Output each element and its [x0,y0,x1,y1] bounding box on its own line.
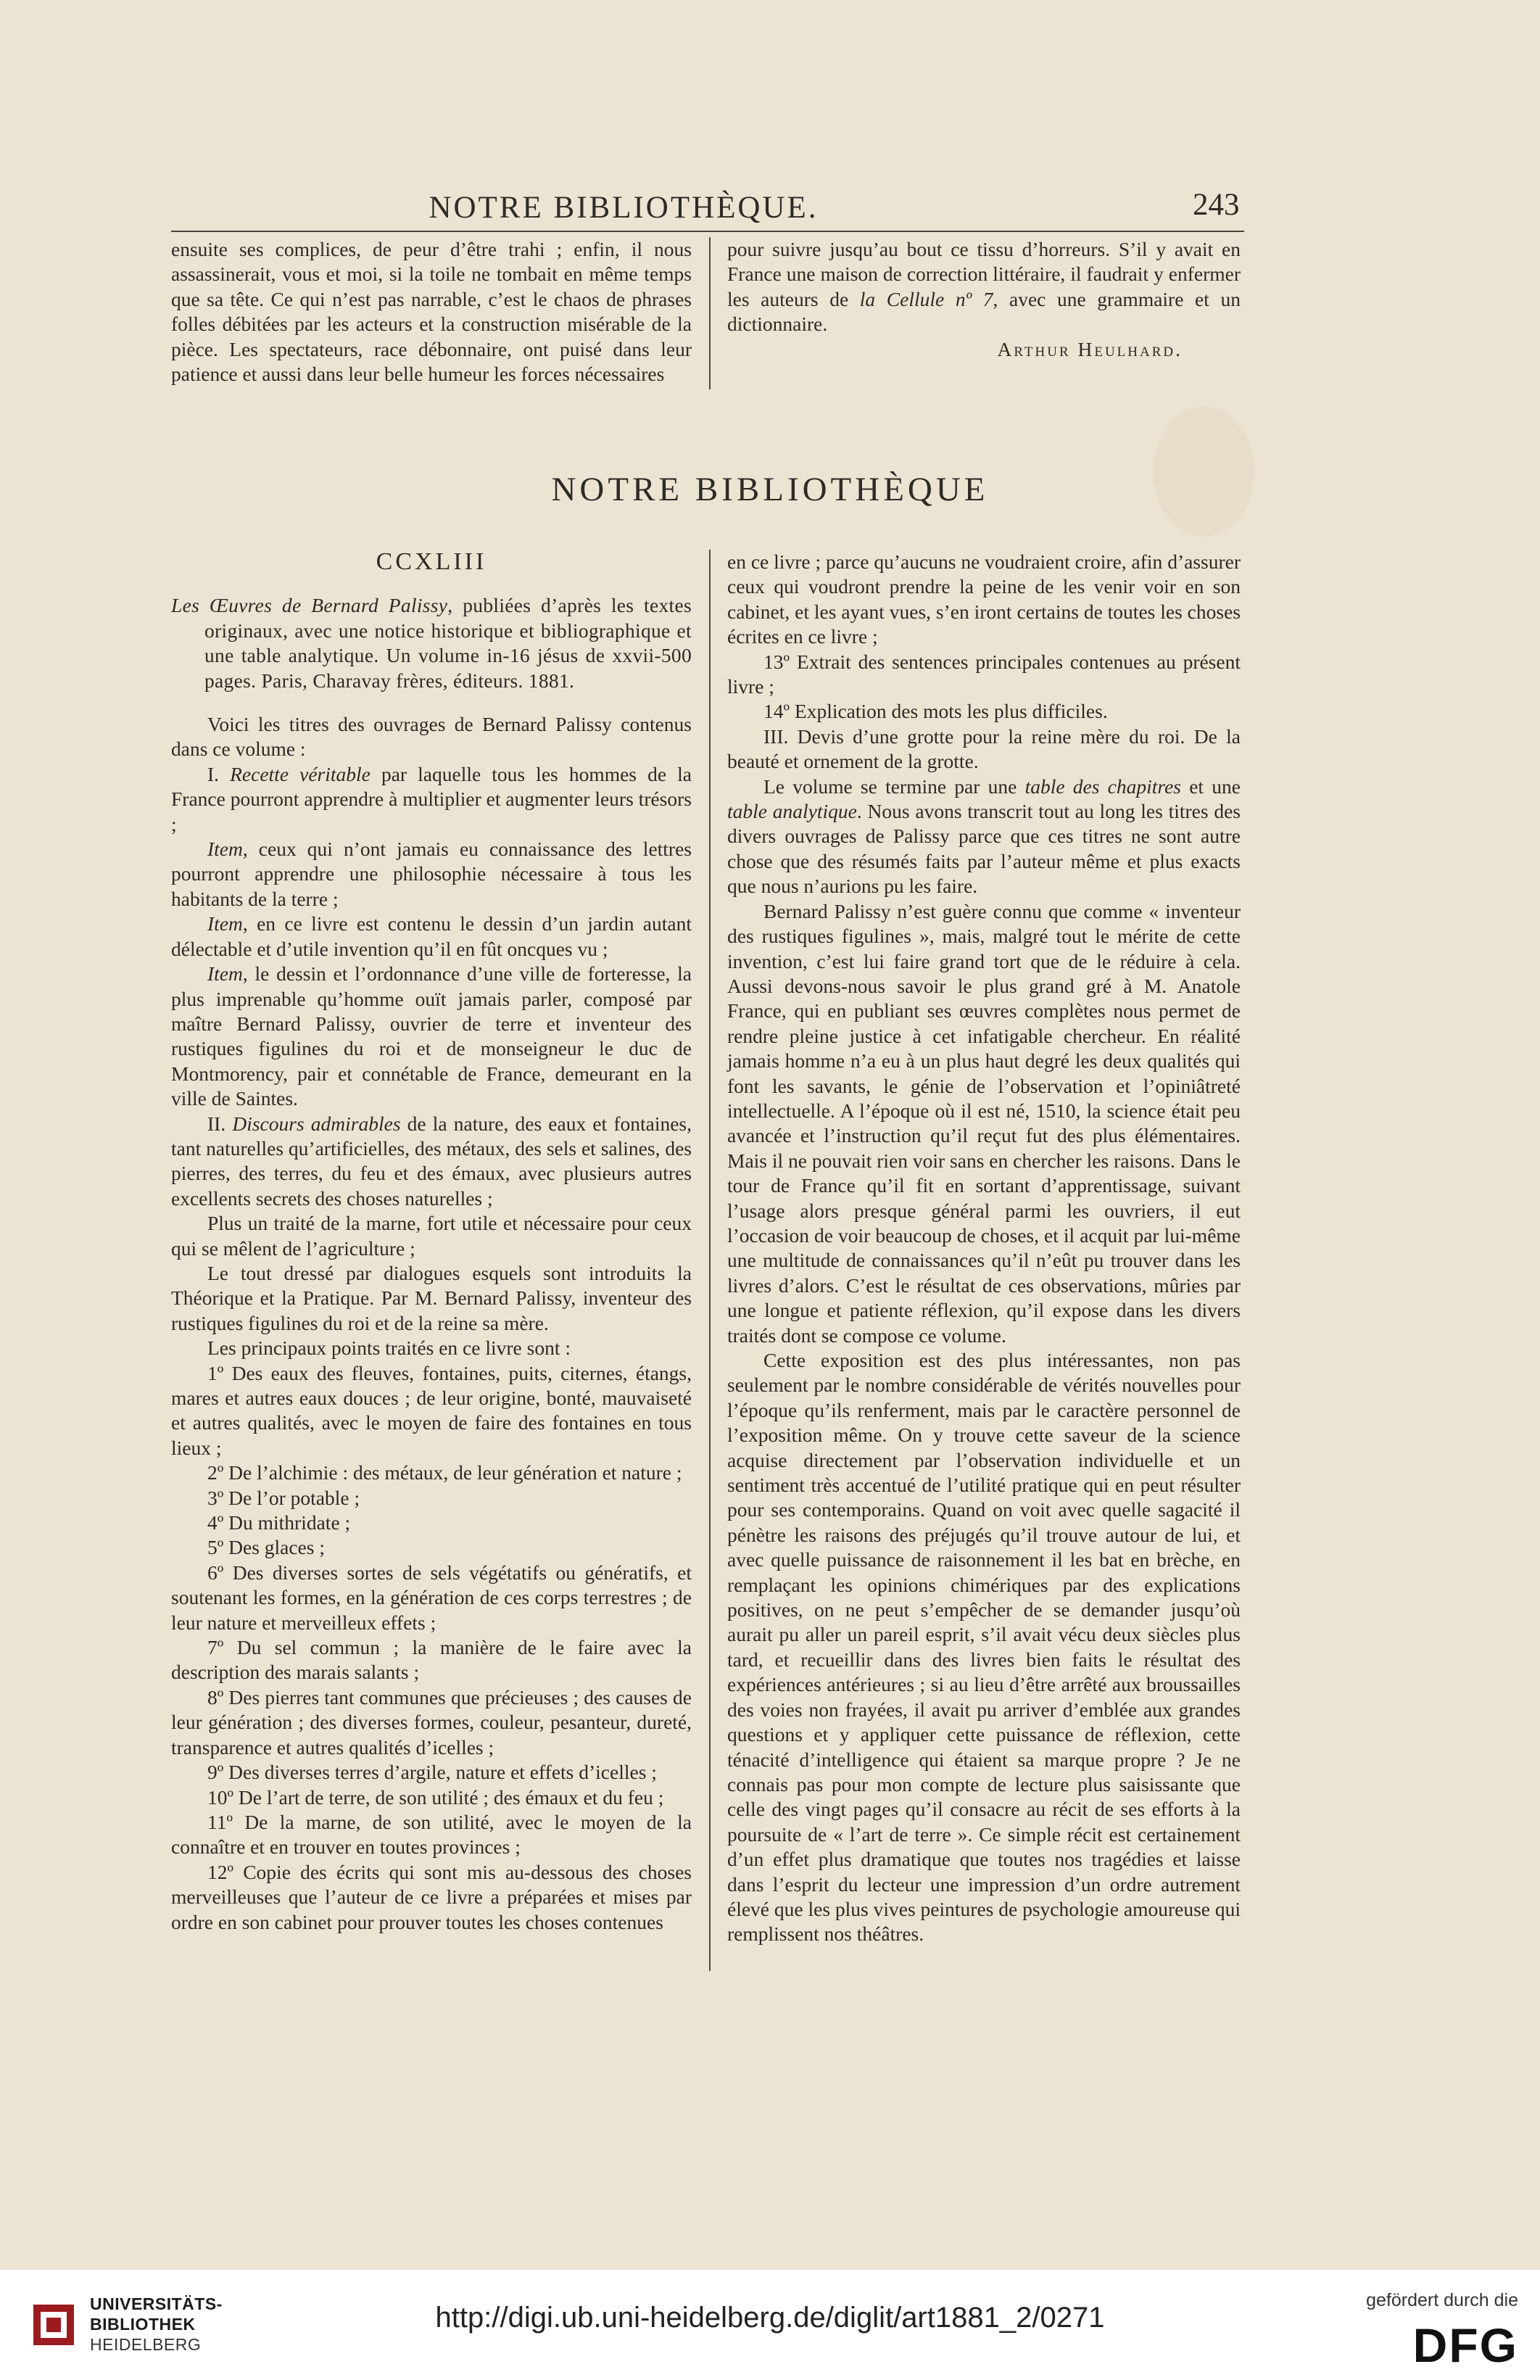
paragraph: Plus un traité de la marne, fort utile et nécessaire pour ceux qui se mêlent de l’agriculture ; [171,1212,692,1260]
list-item: 6º Des diverses sortes de sels végétatifs ou génératifs, et soutenant les formes, en la génération de ces corps terrestres ; de leur nature et merveilleux effets ; [171,1561,692,1634]
spacer [171,693,692,712]
university-seal-icon [30,2302,77,2348]
paragraph: Cette exposition est des plus intéressantes, non pas seulement par le nombre considérable de vérités nouvelles pour l’époque qu’ils renferment, mais par le caractère personnel de l’exposition même. On y trouve cette saveur de la science acquise directement par l’observation individuelle et un sentiment très accentué de l’utilité pratique qui en peut résulter pour ses contemporains. Quand on voit avec quelle sagacité il pénètre les raisons des préjugés qu’il trouve autour de lui, et avec quelle puissance de raisonnement il les bat en brèche, en remplaçant les opinions chimériques par des explications positives, on ne peut s’empêcher de se demander jusqu’où aurait pu aller un pareil esprit, s’il avait vécu deux siècles plus tard, et recueillir dans des livres bien faits le résultat des expériences antérieures ; si au lieu d’être arrêté aux broussailles des voies non frayées, il avait pu arriver d’emblée aux grandes questions et y appliquer cette puissance de réflexion, cette ténacité d’intelligence qui étaient sa marque propre ? Je ne connais pas pour mon compte de lecture plus saisissante que celle des vingt pages qu’il consacre au récit de ses efforts à la poursuite de « l’art de terre ». Ce simple récit est certainement d’un effet plus dramatique que toutes nos tragédies et laisse dans l’esprit du lecteur une impression d’un ordre autrement élevé que les plus vives peintures de psychologie amoureuse qui remplissent nos théâtres. [727,1349,1241,1946]
paragraph: Voici les titres des ouvrages de Bernard Palissy contenus dans ce volume : [171,713,692,761]
column-rule [709,550,711,1971]
paragraph: ensuite ses complices, de peur d’être trahi ; enfin, il nous assassinerait, vous et moi, si la toile ne tombait en même temps que sa tête. Ce qui n’est pas narrable, c’est le chaos de phrases folles débitées par les acteurs et la construction misérable de la pièce. Les spectateurs, race débonnaire, ont puisé dans leur patience et aussi dans leur belle humeur les forces nécessaires [171,238,692,386]
paragraph: Bernard Palissy n’est guère connu que comme « inventeur des rustiques figulines », mais, malgré tout le mérite de cette invention, c’est lui faire grand tort que de le réduire à cela. Aussi devons-nous savoir le plus grand gré à M. Anatole France, qui en publiant ses œuvres complètes nous permet de rendre pleine justice à cet infatigable chercheur. En réalité jamais homme n’a eu à un plus haut degré les deux qualités qui font les savants, le génie de l’observation et l’opiniâtreté intellectuelle. A l’époque où il est né, 1510, la science était peu avancée et l’instruction qu’il reçut fut des plus élémentaires. Mais il ne pouvait rien voir sans en chercher les raisons. Dans le tour de France qu’il fit en sortant d’apprentissage, suivant l’usage alors presque général parmi les ouvriers, il eut l’occasion de voir beaucoup de choses, et il acquit par lui-même une multitude de connaissances qu’il n’eût pu trouver dans les livres d’alors. C’est le résultat de ces observations, mûries par une longue et patiente réflexion, qu’il expose dans les divers traités dont se compose ce volume. [727,899,1241,1347]
list-item: 8º Des pierres tant communes que précieuses ; des causes de leur génération ; des diverses formes, couleur, pesanteur, dureté, transparence et autres qualités d’icelles ; [171,1685,692,1759]
library-name-line: UNIVERSITÄTS- [90,2294,223,2313]
top-right-column [727,237,1241,362]
list-item: 14º Explication des mots les plus difficiles. [763,700,1108,723]
paragraph: Item, ceux qui n’ont jamais eu connaissance des lettres pourront apprendre une philosophie nécessaire à tous les habitants de la terre ; [171,838,692,910]
list-item: 4º Du mithridate ; [207,1511,351,1534]
list-item: 2º De l’alchimie : des métaux, de leur génération et nature ; [207,1461,682,1484]
list-item: 10º De l’art de terre, de son utilité ; des émaux et du feu ; [207,1785,664,1809]
paragraph: III. Devis d’une grotte pour la reine mère du roi. De la beauté et ornement de la grotte. [727,724,1241,773]
author-signature: Arthur Heulhard. [997,337,1183,360]
source-url-link[interactable]: http://digi.ub.uni-heidelberg.de/diglit/art1881_2/0271 [435,2302,1105,2334]
review-number: CCXLIII [376,548,487,575]
list-item: 5º Des glaces ; [207,1536,326,1559]
library-name-line: HEIDELBERG [90,2335,202,2354]
list-item: 11º De la marne, de son utilité, avec le moyen de la connaître et en trouver en toutes provinces ; [171,1810,692,1859]
paragraph: I. Recette véritable par laquelle tous les hommes de la France pourront apprendre à multiplier et augmenter leurs trésors ; [171,762,692,835]
library-logo[interactable] [30,2293,248,2358]
paragraph: Le tout dressé par dialogues esquels sont introduits la Théorique et la Pratique. Par M. Bernard Palissy, inventeur des rustiques figulines du roi et de la reine sa mère. [171,1261,692,1334]
paragraph: Les principaux points traités en ce livre sont : [207,1336,571,1360]
paragraph: Item, en ce livre est contenu le dessin d’un jardin autant délectable et d’utile invention qu’il en fût oncques vu ; [171,912,692,960]
digitization-footer [0,2270,1540,2380]
funding-caption: gefördert durch die [1366,2290,1518,2310]
list-item: 3º De l’or potable ; [207,1486,360,1509]
top-left-column [171,237,692,387]
main-left-column [171,550,692,1935]
paragraph: Le volume se termine par une table des chapitres et une table analytique. Nous avons transcrit tout au long les titres des divers ouvrages de Palissy parce que ces titres ne sont autre chose que des résumés faits par l’auteur même et plus exacts que nous n’aurions pu les faire. [727,774,1241,898]
dfg-logo[interactable]: DFG [1412,2318,1518,2372]
column-rule [709,237,711,389]
running-title: NOTRE BIBLIOTHÈQUE. [429,191,819,225]
list-item: 1º Des eaux des fleuves, fontaines, puits, citernes, étangs, mares et autres eaux douces ; de leur origine, bonté, mauvaiseté et autres qualités, avec le moyen de faire des fontaines en tous lieux ; [171,1361,692,1459]
paragraph: Item, le dessin et l’ordonnance d’une ville de forteresse, la plus imprenable qu’homme ouït jamais parler, composé par maître Bernard Palissy, ouvrier de terre et inventeur des rustiques figulines du roi et de monseigneur le duc de Montmorency, pair et connétable de France, demeurant en la ville de Saintes. [171,962,692,1110]
list-item: 13º Extrait des sentences principales contenues au présent livre ; [727,650,1241,698]
page-number: 243 [1193,188,1240,222]
paragraph: pour suivre jusqu’au bout ce tissu d’horreurs. S’il y avait en France une maison de correction littéraire, il faudrait y enfermer les auteurs de la Cellule nº 7, avec une grammaire et un dictionnaire. [727,238,1241,336]
list-item: 9º Des diverses terres d’argile, nature et effets d’icelles ; [207,1761,657,1784]
paragraph: II. Discours admirables de la nature, des eaux et fontaines, tant naturelles qu’artificielles, des métaux, des sels et salines, des pierres, des terres, du feu et des émaux, avec plusieurs autres excellents secrets des choses naturelles ; [171,1112,692,1210]
paragraph: en ce livre ; parce qu’aucuns ne voudraient croire, afin d’assurer ceux qui voudront prendre la peine de les venir voir en son cabinet, et les ayant vues, s’en iront certains de toutes les choses écrites en ce livre ; [727,550,1241,648]
list-item: 7º Du sel commun ; la manière de le faire avec la description des marais salants ; [171,1636,692,1684]
main-right-column [727,550,1241,1947]
header-rule [171,231,1244,232]
book-reference: Les Œuvres de Bernard Palissy, publiées d’après les textes originaux, avec une notice historique et bibliographique et une table analytique. Un volume in-16 jésus de xxvii-500 pages. Paris, Charavay frères, éditeurs. 1881. [171,594,692,692]
library-name-line: BIBLIOTHEK [90,2315,196,2334]
section-title: NOTRE BIBLIOTHÈQUE [551,471,989,508]
work-title: la Cellule nº 7 [859,287,993,310]
book-title: Les Œuvres de Bernard Palissy [171,594,448,617]
list-item: 12º Copie des écrits qui sont mis au-dessous des choses merveilleuses que l’auteur de ce livre a préparées et mises par ordre en son cabinet pour prouver toutes les choses contenues [171,1860,692,1933]
